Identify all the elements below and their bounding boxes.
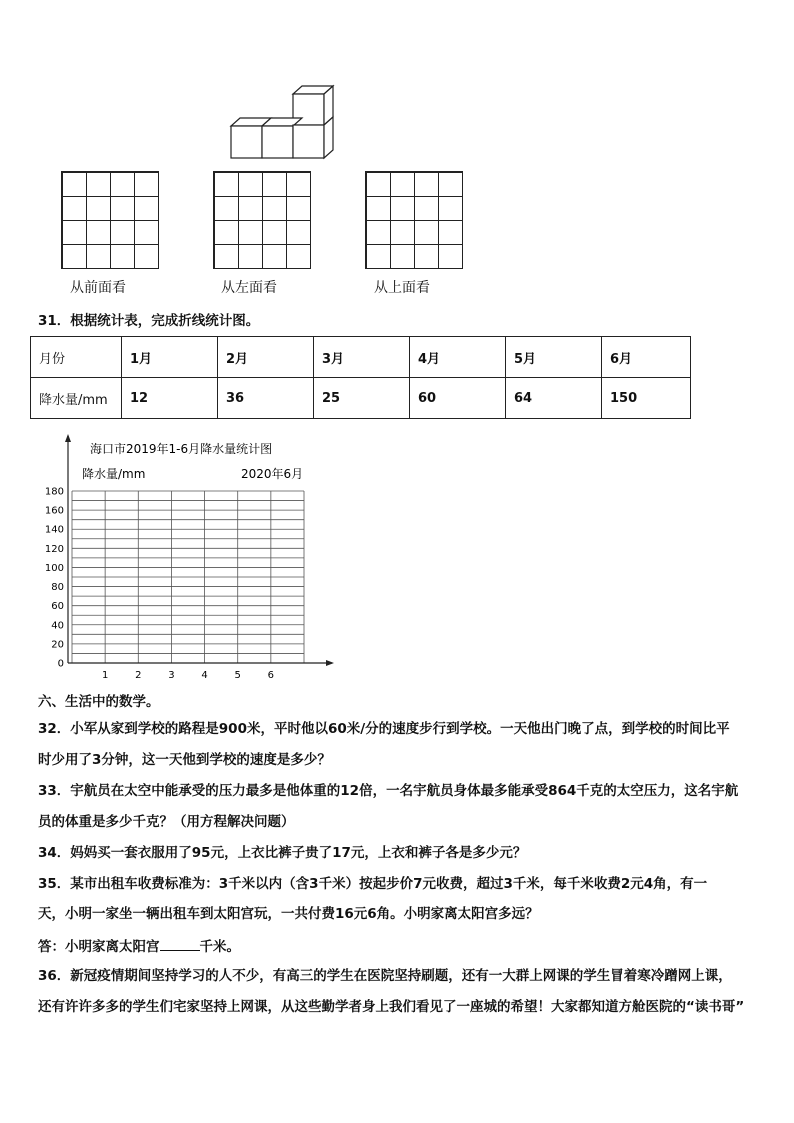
y-tick-label: 180 — [44, 486, 64, 498]
x-tick-label: 5 — [234, 670, 241, 681]
q35-line2: 天，小明一家坐一辆出租车到太阳宫玩，一共付费16元6角。小明家离太阳宫多远？ — [38, 906, 539, 922]
table-row — [31, 337, 691, 378]
section-six-heading: 六、生活中的数学。 — [38, 694, 160, 710]
table-header-month: 月份 — [31, 337, 122, 378]
table-cell: 150 — [602, 378, 691, 419]
left-view-label: 从左面看 — [221, 280, 277, 296]
y-tick-label: 40 — [51, 620, 64, 632]
x-tick-label: 4 — [201, 670, 208, 681]
table-cell: 1月 — [122, 337, 218, 378]
y-tick-label: 20 — [51, 639, 64, 651]
q35-answer-suffix: 千米。 — [199, 939, 240, 955]
q36-line1: 36．新冠疫情期间坚持学习的人不少，有高三的学生在医院坚持刷题，还有一大群上网课的学生冒着寒冷蹭网上课， — [38, 968, 732, 984]
table-cell: 60 — [410, 378, 506, 419]
table-header-rainfall: 降水量/mm — [31, 378, 122, 419]
q32-line1: 32．小军从家到学校的路程是900米，平时他以60米/分的速度步行到学校。一天他出门晚了点，到学校的时间比平 — [38, 721, 730, 737]
q33-line2: 员的体重是多少千克？（用方程解决问题） — [38, 814, 295, 830]
rainfall-line-chart[interactable] — [30, 430, 340, 686]
table-cell: 2月 — [218, 337, 314, 378]
table-cell: 6月 — [602, 337, 691, 378]
x-tick-label: 6 — [267, 670, 275, 681]
q31-title: 31．根据统计表，完成折线统计图。 — [38, 313, 260, 329]
cube-figure — [226, 84, 338, 162]
chart-x-ticks — [102, 670, 274, 681]
table-cell: 3月 — [314, 337, 410, 378]
x-tick-label: 2 — [135, 670, 142, 681]
chart-grid — [72, 491, 304, 663]
y-tick-label: 120 — [44, 543, 64, 555]
q35-answer-blank[interactable] — [160, 937, 200, 951]
y-tick-label: 60 — [51, 601, 64, 613]
front-view-label: 从前面看 — [70, 280, 126, 296]
chart-ylabel: 降水量/mm — [82, 467, 146, 481]
q32-line2: 时少用了3分钟，这一天他到学校的速度是多少？ — [38, 752, 331, 768]
x-tick-label: 3 — [168, 670, 175, 681]
x-tick-label: 1 — [101, 670, 109, 681]
top-view-label: 从上面看 — [374, 280, 430, 296]
left-view-grid[interactable] — [213, 171, 311, 269]
y-axis-arrow — [65, 434, 71, 442]
q35-answer-prefix: 答：小明家离太阳宫 — [38, 939, 160, 955]
x-axis-arrow — [326, 660, 334, 666]
table-cell: 12 — [122, 378, 218, 419]
table-cell: 64 — [506, 378, 602, 419]
y-tick-label: 140 — [44, 524, 64, 536]
top-view-grid[interactable] — [365, 171, 463, 269]
y-tick-label: 80 — [51, 582, 64, 594]
chart-title: 海口市2019年1-6月降水量统计图 — [90, 442, 273, 456]
q35-answer — [38, 937, 240, 955]
y-tick-label: 160 — [44, 505, 64, 517]
y-tick-label: 0 — [57, 658, 64, 670]
rainfall-table — [30, 336, 691, 419]
chart-y-ticks — [45, 487, 64, 670]
chart-date-note: 2020年6月 — [241, 467, 304, 481]
table-cell: 4月 — [410, 337, 506, 378]
q33-line1: 33．宇航员在太空中能承受的压力最多是他体重的12倍，一名宇航员身体最多能承受864千克的太空压力，这名宇航 — [38, 783, 739, 799]
q35-line1: 35．某市出租车收费标准为：3千米以内（含3千米）按起步价7元收费，超过3千米，每千米收费2元4角，有一 — [38, 876, 708, 892]
table-cell: 25 — [314, 378, 410, 419]
q34-line1: 34．妈妈买一套衣服用了95元，上衣比裤子贵了17元，上衣和裤子各是多少元？ — [38, 845, 527, 861]
table-cell: 36 — [218, 378, 314, 419]
table-row — [31, 378, 691, 419]
table-cell: 5月 — [506, 337, 602, 378]
q36-line2: 还有许许多多的学生们宅家坚持上网课，从这些勤学者身上我们看见了一座城的希望！大家都知道方舱医院的“读书哥” — [38, 999, 745, 1015]
y-tick-label: 100 — [44, 562, 64, 574]
front-view-grid[interactable] — [61, 171, 159, 269]
